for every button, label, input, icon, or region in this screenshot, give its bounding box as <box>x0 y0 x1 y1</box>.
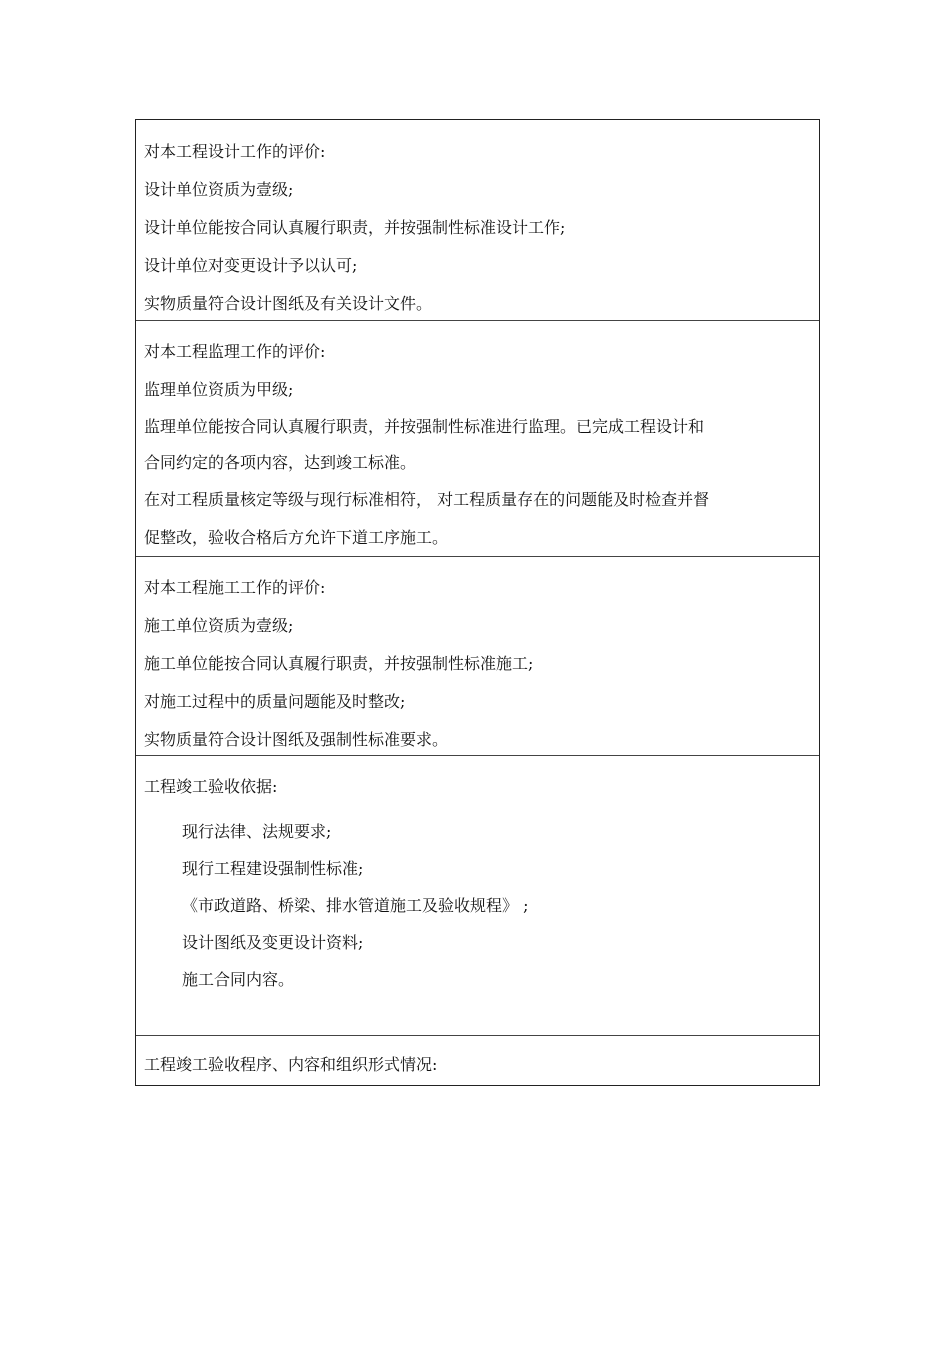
construction-evaluation-section <box>136 556 819 755</box>
design-line-quality: 实物质量符合设计图纸及有关设计文件。 <box>144 294 433 313</box>
acceptance-basis-heading: 工程竣工验收依据: <box>144 777 278 796</box>
supervision-line-duties: 监理单位能按合同认真履行职责，并按强制性标准进行监理。已完成工程设计和 <box>144 417 705 436</box>
supervision-evaluation-heading: 对本工程监理工作的评价: <box>144 342 326 361</box>
basis-line-drawings: 设计图纸及变更设计资料; <box>182 933 364 952</box>
construction-line-duties: 施工单位能按合同认真履行职责，并按强制性标准施工; <box>144 654 534 673</box>
basis-line-contract: 施工合同内容。 <box>182 970 295 989</box>
construction-line-quality: 实物质量符合设计图纸及强制性标准要求。 <box>144 730 449 749</box>
supervision-line-quality-check: 在对工程质量核定等级与现行标准相符， 对工程质量存在的问题能及时检查并督 <box>144 490 710 509</box>
acceptance-basis-section <box>136 755 819 1035</box>
basis-line-regulations: 《市政道路、桥梁、排水管道施工及验收规程》 ; <box>182 896 529 915</box>
design-evaluation-heading: 对本工程设计工作的评价: <box>144 142 326 161</box>
design-line-duties: 设计单位能按合同认真履行职责，并按强制性标准设计工作; <box>144 218 566 237</box>
acceptance-procedure-section <box>136 1035 819 1085</box>
construction-line-qualification: 施工单位资质为壹级; <box>144 616 294 635</box>
acceptance-form-table <box>135 119 820 1086</box>
design-line-changes: 设计单位对变更设计予以认可; <box>144 256 358 275</box>
construction-line-rectification: 对施工过程中的质量问题能及时整改; <box>144 692 406 711</box>
basis-line-standards: 现行工程建设强制性标准; <box>182 859 364 878</box>
supervision-evaluation-section <box>136 320 819 556</box>
design-line-qualification: 设计单位资质为壹级; <box>144 180 294 199</box>
acceptance-procedure-heading: 工程竣工验收程序、内容和组织形式情况: <box>144 1055 438 1074</box>
supervision-line-quality-check-cont: 促整改，验收合格后方允许下道工序施工。 <box>144 528 449 547</box>
basis-line-laws: 现行法律、法规要求; <box>182 822 332 841</box>
design-evaluation-section <box>136 120 819 320</box>
construction-evaluation-heading: 对本工程施工工作的评价: <box>144 578 326 597</box>
supervision-line-qualification: 监理单位资质为甲级; <box>144 380 294 399</box>
supervision-line-duties-cont: 合同约定的各项内容，达到竣工标准。 <box>144 453 417 472</box>
